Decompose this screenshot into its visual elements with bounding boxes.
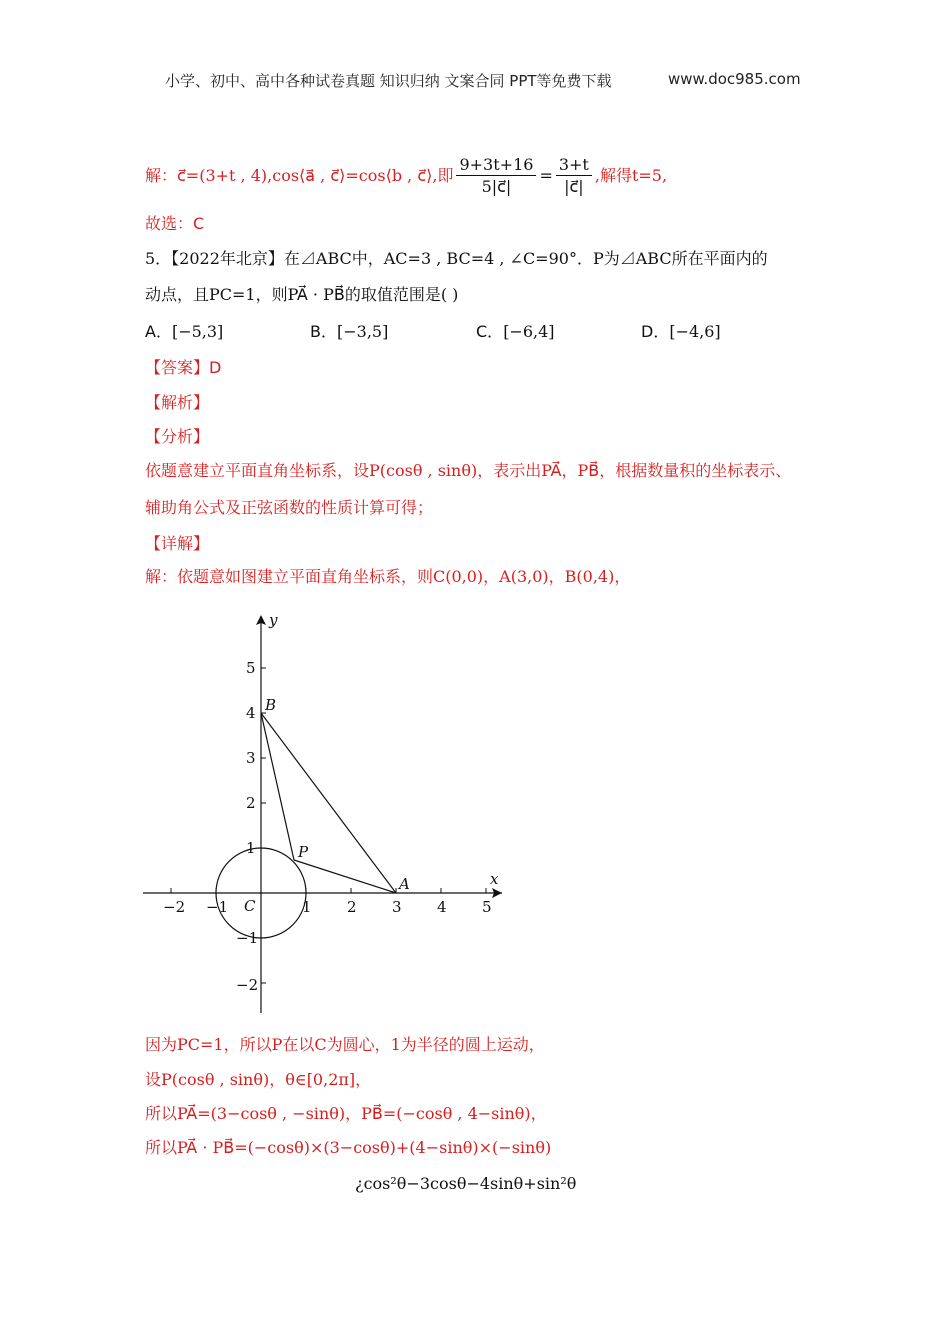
y-tick-label: 5: [246, 659, 256, 677]
after-line-2: 设P(cosθ , sinθ)，θ∈[0,2π]，: [145, 1070, 372, 1089]
prev-solution-b: ,解得t=5,: [594, 166, 668, 185]
fraction-1-den: 5|c⃗|: [481, 176, 512, 196]
x-tick-label: 3: [392, 898, 402, 916]
option-d[interactable]: [641, 319, 721, 342]
fraction-2-num: 3+t: [556, 155, 592, 176]
y-tick-label: 1: [246, 839, 256, 857]
coordinate-figure: [140, 605, 520, 1020]
origin-label: C: [244, 897, 256, 915]
header-left: 小学、初中、高中各种试卷真题 知识归纳 文案合同 PPT等免费下载: [165, 72, 612, 90]
after-line-5: ¿cos²θ−3cosθ−4sinθ+sin²θ: [355, 1174, 577, 1193]
header-url[interactable]: www.doc985.com: [668, 70, 801, 88]
option-c-value: [−6,4]: [503, 322, 555, 341]
segment-pa: [294, 860, 396, 893]
option-a-value: [−5,3]: [171, 322, 224, 341]
option-b-value: [−3,5]: [336, 322, 389, 341]
y-tick-label: −2: [236, 976, 259, 994]
fraction-2: [556, 155, 592, 198]
equals-sign: =: [539, 166, 553, 185]
option-c[interactable]: [476, 319, 555, 342]
prev-solution: [145, 152, 667, 200]
fenxi-line-1: 依题意建立平面直角坐标系，设P(cosθ , sinθ)，表示出PA⃗，PB⃗，根据数量积的坐标表示、: [145, 461, 792, 480]
x-ticks: [171, 888, 486, 893]
option-c-label: C．: [476, 322, 504, 341]
option-a[interactable]: [145, 319, 223, 342]
option-b[interactable]: [310, 319, 388, 342]
option-d-label: D．: [641, 322, 670, 341]
point-b-label: B: [265, 696, 277, 714]
x-tick-label: −2: [163, 898, 186, 916]
question-5-line-1: 5．【2022年北京】在⊿ABC中，AC=3 , BC=4 , ∠C=90°．P为⊿ABC所在平面内的: [145, 249, 768, 268]
y-tick-label: −1: [236, 929, 259, 947]
y-tick-label: 3: [246, 749, 256, 767]
prev-choice: 故选：C: [145, 214, 205, 233]
analysis-tag: 【解析】: [145, 393, 210, 412]
y-tick-label: 2: [246, 794, 256, 812]
answer-tag: 【答案】D: [145, 358, 222, 377]
option-b-label: B．: [310, 322, 337, 341]
detail-tag: 【详解】: [145, 534, 210, 553]
x-tick-label: 5: [482, 898, 492, 916]
y-tick-label: 4: [246, 704, 256, 722]
x-tick-label: 1: [302, 898, 312, 916]
detail-line-1: 解：依题意如图建立平面直角坐标系，则C(0,0)，A(3,0)，B(0,4)，: [145, 567, 631, 586]
after-line-1: 因为PC=1，所以P在以C为圆心，1为半径的圆上运动，: [145, 1035, 545, 1054]
fraction-1-num: 9+3t+16: [456, 155, 536, 176]
x-axis-label: x: [490, 870, 499, 888]
x-tick-label: 2: [347, 898, 357, 916]
x-tick-label: 4: [437, 898, 447, 916]
y-axis-label: y: [269, 611, 278, 629]
after-line-4: 所以PA⃗ · PB⃗=(−cosθ)×(3−cosθ)+(4−sinθ)×(−sinθ): [145, 1138, 552, 1157]
fraction-1: [456, 155, 536, 198]
after-line-3: 所以PA⃗=(3−cosθ , −sinθ)，PB⃗=(−cosθ , 4−sinθ)，: [145, 1104, 547, 1123]
question-5-line-2: 动点，且PC=1，则PA⃗ · PB⃗的取值范围是( ): [145, 285, 459, 304]
fenxi-line-2: 辅助角公式及正弦函数的性质计算可得；: [145, 498, 434, 517]
point-p-label: P: [298, 843, 309, 861]
fraction-2-den: |c⃗|: [564, 176, 584, 196]
fenxi-tag: 【分析】: [145, 427, 210, 446]
prev-solution-a: 解：c⃗=(3+t , 4),cos⟨a⃗ , c⃗⟩=cos⟨b , c⃗⟩,即: [145, 166, 454, 185]
x-tick-label: −1: [206, 898, 229, 916]
option-a-label: A．: [145, 322, 172, 341]
option-d-value: [−4,6]: [669, 322, 721, 341]
point-a-label: A: [399, 875, 410, 893]
